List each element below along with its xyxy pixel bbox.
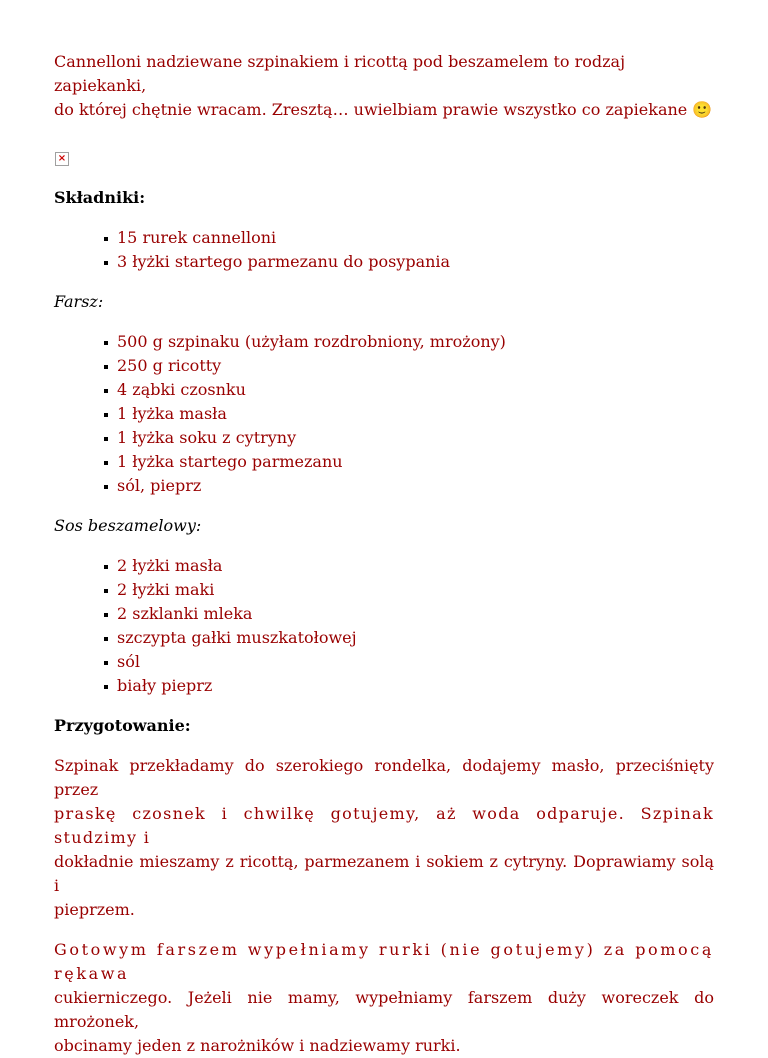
list-item: 500 g szpinaku (użyłam rozdrobniony, mrożony) (104, 330, 714, 354)
filling-list (54, 330, 714, 498)
list-item: 1 łyżka masła (104, 402, 714, 426)
list-item: 2 szklanki mleka (104, 602, 714, 626)
list-item: 250 g ricotty (104, 354, 714, 378)
ingredients-list (54, 226, 714, 274)
list-item: 1 łyżka startego parmezanu (104, 450, 714, 474)
list-item: biały pieprz (104, 674, 714, 698)
prep2-line-2: cukierniczego. Jeżeli nie mamy, wypełniamy farszem duży woreczek do mrożonek, (54, 988, 714, 1031)
prep2-line-3: obcinamy jeden z narożników i nadziewamy rurki. (54, 1036, 461, 1055)
list-item: 3 łyżki startego parmezanu do posypania (104, 250, 714, 274)
intro-paragraph (54, 50, 714, 122)
prep1-line-1: Szpinak przekładamy do szerokiego rondelka, dodajemy masło, przeciśnięty przez (54, 756, 714, 799)
list-item: szczypta gałki muszkatołowej (104, 626, 714, 650)
list-item: 2 łyżki maki (104, 578, 714, 602)
broken-image-icon (55, 152, 69, 166)
sauce-heading: Sos beszamelowy: (54, 516, 202, 535)
intro-line-1: Cannelloni nadziewane szpinakiem i ricottą pod beszamelem to rodzaj zapiekanki, (54, 52, 626, 95)
ingredients-heading: Składniki: (54, 188, 146, 207)
prep1-line-4: pieprzem. (54, 900, 135, 919)
intro-line-2: do której chętnie wracam. Zresztą… uwielbiam prawie wszystko co zapiekane 🙂 (54, 100, 713, 119)
list-item: sól (104, 650, 714, 674)
preparation-paragraph-2 (54, 938, 714, 1058)
broken-image-x: × (57, 153, 67, 164)
list-item: 1 łyżka soku z cytryny (104, 426, 714, 450)
list-item: 4 ząbki czosnku (104, 378, 714, 402)
list-item: sól, pieprz (104, 474, 714, 498)
prep1-line-3: dokładnie mieszamy z ricottą, parmezanem i sokiem z cytryny. Doprawiamy solą i (54, 852, 714, 895)
preparation-paragraph-1 (54, 754, 714, 922)
sauce-list (54, 554, 714, 698)
list-item: 15 rurek cannelloni (104, 226, 714, 250)
prep1-line-2: praskę czosnek i chwilkę gotujemy, aż woda odparuje. Szpinak studzimy i (54, 804, 714, 847)
preparation-heading: Przygotowanie: (54, 716, 191, 735)
list-item: 2 łyżki masła (104, 554, 714, 578)
filling-heading: Farsz: (54, 292, 104, 311)
prep2-line-1: Gotowym farszem wypełniamy rurki (nie gotujemy) za pomocą rękawa (54, 940, 714, 983)
